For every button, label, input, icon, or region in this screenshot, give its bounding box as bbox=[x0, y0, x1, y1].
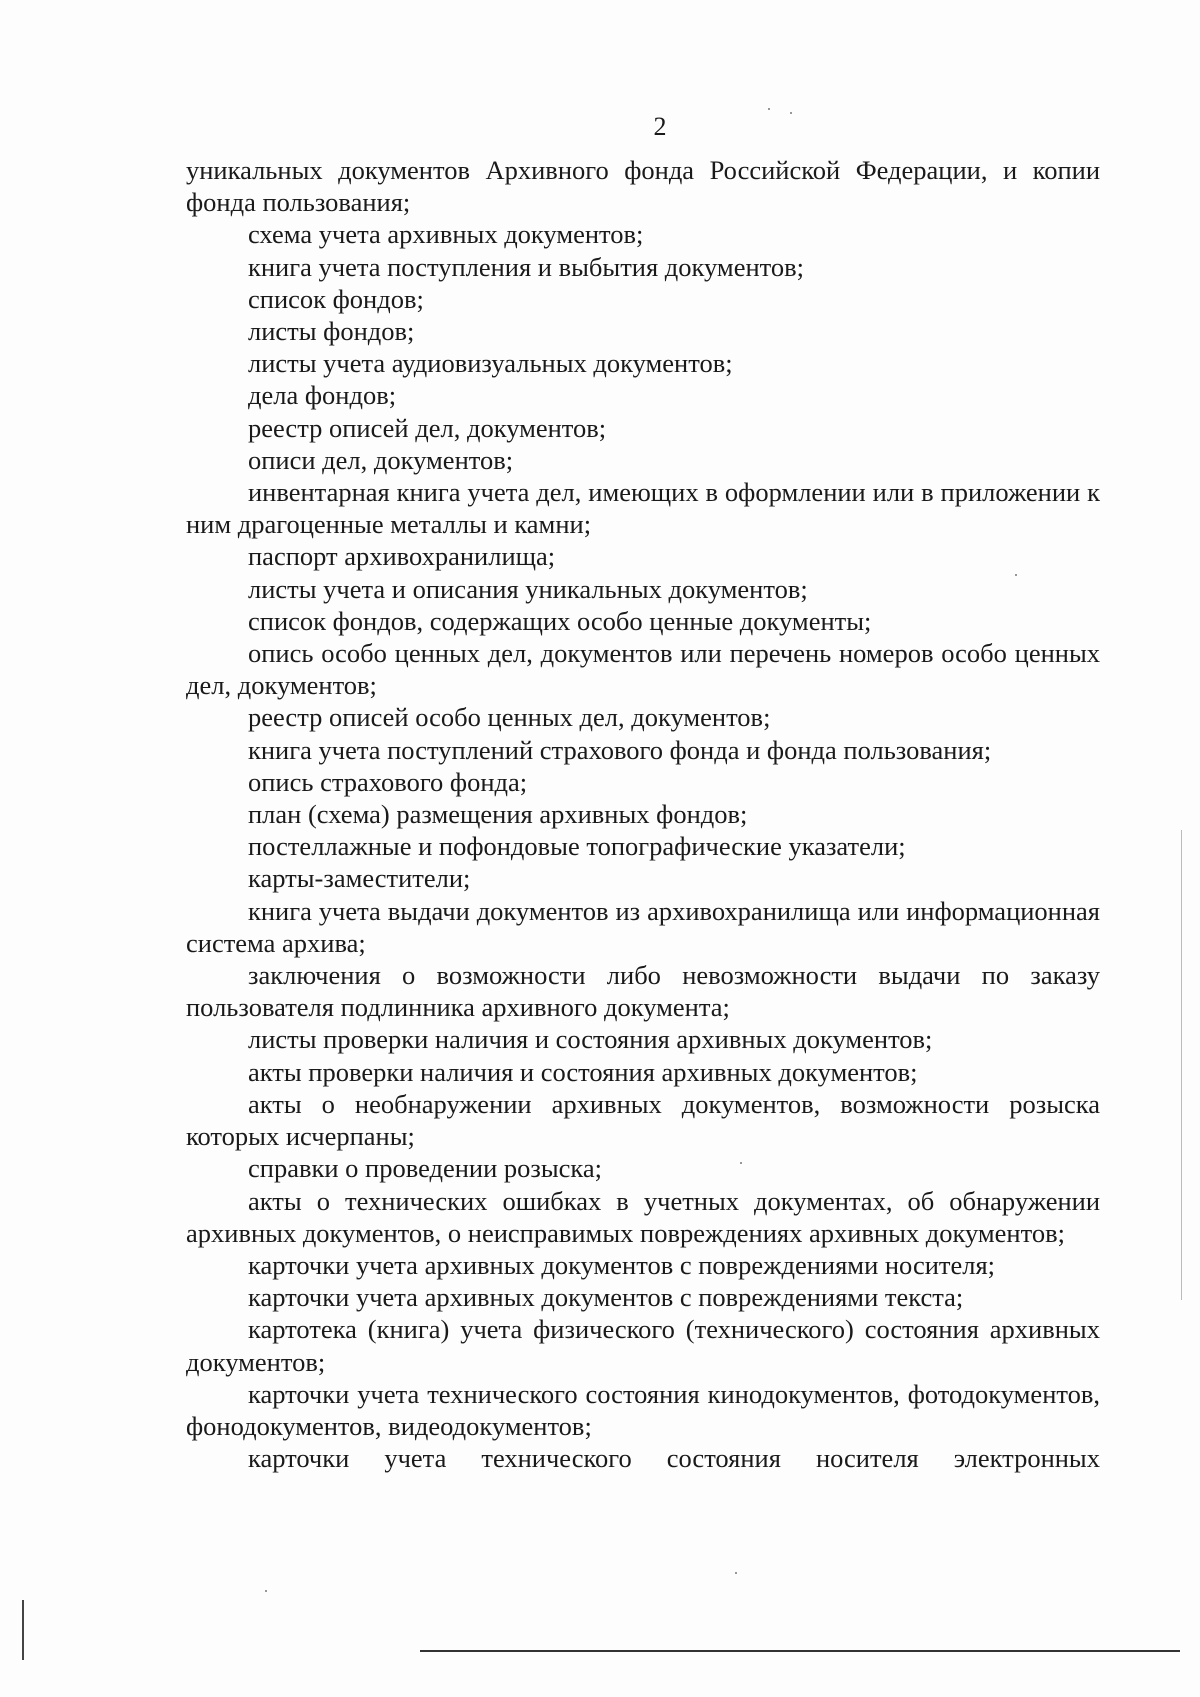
list-item: карточки учета архивных документов с повреждениями носителя; bbox=[248, 1249, 996, 1280]
scan-edge-left bbox=[22, 1600, 24, 1660]
list-item: заключения о возможности либо невозможности выдачи по заказу пользователя подлинника архивного документа; bbox=[186, 960, 1100, 1023]
list-item: книга учета поступлений страхового фонда и фонда пользования; bbox=[248, 734, 992, 765]
list-item: акты о технических ошибках в учетных документах, об обнаружении архивных документов, о неисправимых повреждениях архивных документов; bbox=[186, 1185, 1100, 1248]
list-item: акты проверки наличия и состояния архивных документов; bbox=[248, 1056, 918, 1087]
scan-speck bbox=[740, 1162, 742, 1164]
list-item: листы фондов; bbox=[248, 316, 415, 347]
list-item: паспорт архивохранилища; bbox=[248, 541, 556, 572]
list-item: картотека (книга) учета физического (технического) состояния архивных документов; bbox=[186, 1314, 1100, 1377]
list-item: реестр описей дел, документов; bbox=[248, 412, 607, 443]
list-item: листы учета и описания уникальных документов; bbox=[248, 573, 808, 604]
list-item: карточки учета архивных документов с повреждениями текста; bbox=[248, 1282, 964, 1313]
scan-edge-right bbox=[1181, 830, 1182, 1300]
list-item: акты о необнаружении архивных документов, возможности розыска которых исчерпаны; bbox=[186, 1088, 1100, 1152]
scan-speck bbox=[265, 1590, 267, 1592]
list-item: список фондов; bbox=[248, 283, 424, 314]
scan-speck bbox=[768, 108, 770, 110]
list-item: описи дел, документов; bbox=[248, 444, 514, 475]
scan-speck bbox=[735, 1572, 737, 1574]
list-item: план (схема) размещения архивных фондов; bbox=[248, 799, 748, 830]
list-item: список фондов, содержащих особо ценные документы; bbox=[248, 605, 872, 636]
document-body bbox=[186, 154, 1100, 1474]
list-item: уникальных документов Архивного фонда Российской Федерации, и копии фонда пользования; bbox=[186, 155, 1100, 218]
page-number: 2 bbox=[653, 112, 667, 141]
list-item: опись особо ценных дел, документов или перечень номеров особо ценных дел, документов; bbox=[186, 638, 1100, 701]
list-item: листы проверки наличия и состояния архивных документов; bbox=[248, 1024, 933, 1055]
list-item: постеллажные и пофондовые топографические указатели; bbox=[248, 831, 906, 862]
list-item: листы учета аудиовизуальных документов; bbox=[248, 348, 733, 379]
list-item: карты-заместители; bbox=[248, 863, 471, 894]
scan-edge-bottom bbox=[420, 1650, 1180, 1652]
list-item: карточки учета технического состояния кинодокументов, фотодокументов, фонодокументов, видеодокументов; bbox=[186, 1378, 1100, 1441]
list-item: инвентарная книга учета дел, имеющих в оформлении или в приложении к ним драгоценные металлы и камни; bbox=[186, 477, 1100, 540]
list-item: книга учета выдачи документов из архивохранилища или информационная система архива; bbox=[186, 895, 1100, 958]
list-item: дела фондов; bbox=[248, 380, 397, 411]
list-item: справки о проведении розыска; bbox=[248, 1153, 603, 1184]
list-item: реестр описей особо ценных дел, документов; bbox=[248, 702, 771, 733]
list-item: схема учета архивных документов; bbox=[248, 219, 644, 250]
scan-speck bbox=[790, 112, 792, 114]
list-item: опись страхового фонда; bbox=[248, 766, 528, 797]
scan-speck bbox=[1015, 574, 1017, 576]
list-item: книга учета поступления и выбытия документов; bbox=[248, 251, 804, 282]
list-item: карточки учета технического состояния носителя электронных bbox=[248, 1443, 1100, 1474]
